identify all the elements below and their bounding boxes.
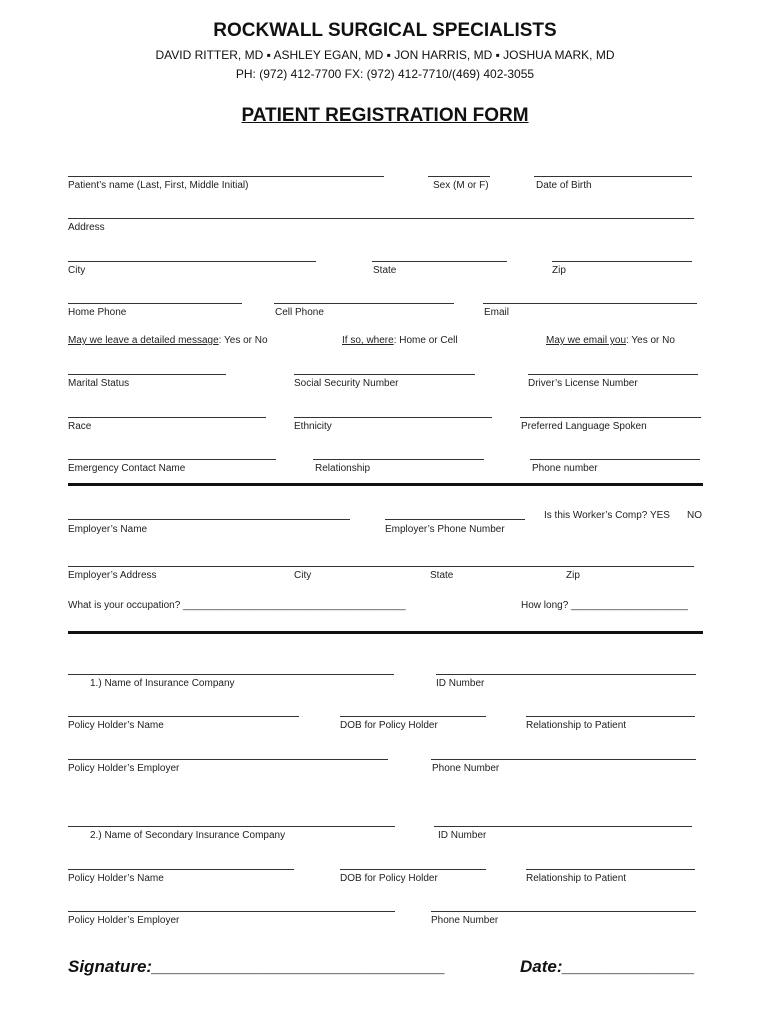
address-line[interactable] [68,218,694,219]
practice-name: ROCKWALL SURGICAL SPECIALISTS [213,20,557,41]
emergency-phone-line[interactable] [530,459,700,460]
dob-line[interactable] [534,176,692,177]
holder-dob-line[interactable] [340,716,486,717]
ssn-line[interactable] [294,374,475,375]
email-label: Email [484,307,510,318]
secondary-holder-employer-line[interactable] [68,911,395,912]
zip-line[interactable] [552,261,692,262]
holder-relationship-line[interactable] [526,716,695,717]
secondary-holder-relationship-label: Relationship to Patient [526,873,627,884]
relationship-label: Relationship [315,463,371,474]
relationship-line[interactable] [313,459,484,460]
cell-phone-line[interactable] [274,303,454,304]
secondary-insurance-company-label: 2.) Name of Secondary Insurance Company [90,830,286,841]
secondary-holder-phone-line[interactable] [431,911,696,912]
date-field[interactable]: Date:______________ [520,957,695,976]
patient-name-line[interactable] [68,176,384,177]
secondary-holder-dob-line[interactable] [340,869,486,870]
emergency-phone-label: Phone number [532,463,598,474]
marital-line[interactable] [68,374,226,375]
email-question[interactable]: May we email you: Yes or No [546,335,675,346]
license-line[interactable] [528,374,698,375]
dob-label: Date of Birth [536,180,592,191]
employer-state-label: State [430,570,454,581]
emergency-name-line[interactable] [68,459,276,460]
workers-comp-no[interactable]: NO [687,510,702,521]
secondary-holder-dob-label: DOB for Policy Holder [340,873,438,884]
emergency-name-label: Emergency Contact Name [68,463,186,474]
state-line[interactable] [372,261,507,262]
holder-phone-label: Phone Number [432,763,500,774]
ethnicity-line[interactable] [294,417,492,418]
sex-line[interactable] [428,176,490,177]
holder-name-label: Policy Holder’s Name [68,720,164,731]
employer-address-label: Employer’s Address [68,570,157,581]
patient-name-label: Patient’s name (Last, First, Middle Initial) [68,180,249,191]
section-divider [68,483,703,486]
holder-employer-line[interactable] [68,759,388,760]
section-divider [68,631,703,634]
race-label: Race [68,421,92,432]
insurance-company-line[interactable] [68,674,394,675]
holder-name-line[interactable] [68,716,299,717]
occupation-field[interactable]: What is your occupation? ________________________________________ [68,600,406,611]
secondary-insurance-id-label: ID Number [438,830,487,841]
employer-zip-label: Zip [566,570,580,581]
signature-field[interactable]: Signature:_______________________________ [68,957,446,976]
employer-name-label: Employer’s Name [68,524,148,535]
cell-phone-label: Cell Phone [275,307,324,318]
secondary-holder-name-label: Policy Holder’s Name [68,873,164,884]
ssn-label: Social Security Number [294,378,399,389]
secondary-holder-relationship-line[interactable] [526,869,695,870]
employer-city-label: City [294,570,312,581]
message-where-question[interactable]: If so, where: Home or Cell [342,335,458,346]
detailed-message-question[interactable]: May we leave a detailed message: Yes or No [68,335,268,346]
race-line[interactable] [68,417,266,418]
email-line[interactable] [483,303,697,304]
how-long-field[interactable]: How long? _____________________ [521,600,688,611]
language-line[interactable] [520,417,701,418]
workers-comp-question[interactable]: Is this Worker’s Comp? YES [544,510,670,521]
form-title: PATIENT REGISTRATION FORM [241,105,529,126]
secondary-holder-name-line[interactable] [68,869,294,870]
phone-fax: PH: (972) 412-7700 FX: (972) 412-7710/(469) 402-3055 [235,67,535,81]
zip-label: Zip [552,265,566,276]
secondary-insurance-id-line[interactable] [434,826,692,827]
city-label: City [68,265,86,276]
state-label: State [373,265,397,276]
employer-name-line[interactable] [68,519,350,520]
license-label: Driver’s License Number [528,378,638,389]
secondary-insurance-company-line[interactable] [68,826,395,827]
ethnicity-label: Ethnicity [294,421,332,432]
holder-employer-label: Policy Holder’s Employer [68,763,180,774]
language-label: Preferred Language Spoken [521,421,647,432]
employer-phone-line[interactable] [385,519,525,520]
employer-address-line[interactable] [68,566,694,567]
insurance-id-line[interactable] [436,674,696,675]
sex-label: Sex (M or F) [433,180,489,191]
marital-label: Marital Status [68,378,130,389]
address-label: Address [68,222,105,233]
secondary-holder-phone-label: Phone Number [431,915,499,926]
employer-phone-label: Employer’s Phone Number [385,524,505,535]
holder-relationship-label: Relationship to Patient [526,720,627,731]
home-phone-label: Home Phone [68,307,127,318]
insurance-company-label: 1.) Name of Insurance Company [90,678,235,689]
doctors-list: DAVID RITTER, MD ▪ ASHLEY EGAN, MD ▪ JON HARRIS, MD ▪ JOSHUA MARK, MD [155,48,615,62]
city-line[interactable] [68,261,316,262]
secondary-holder-employer-label: Policy Holder’s Employer [68,915,180,926]
insurance-id-label: ID Number [436,678,485,689]
home-phone-line[interactable] [68,303,242,304]
holder-dob-label: DOB for Policy Holder [340,720,438,731]
holder-phone-line[interactable] [431,759,696,760]
